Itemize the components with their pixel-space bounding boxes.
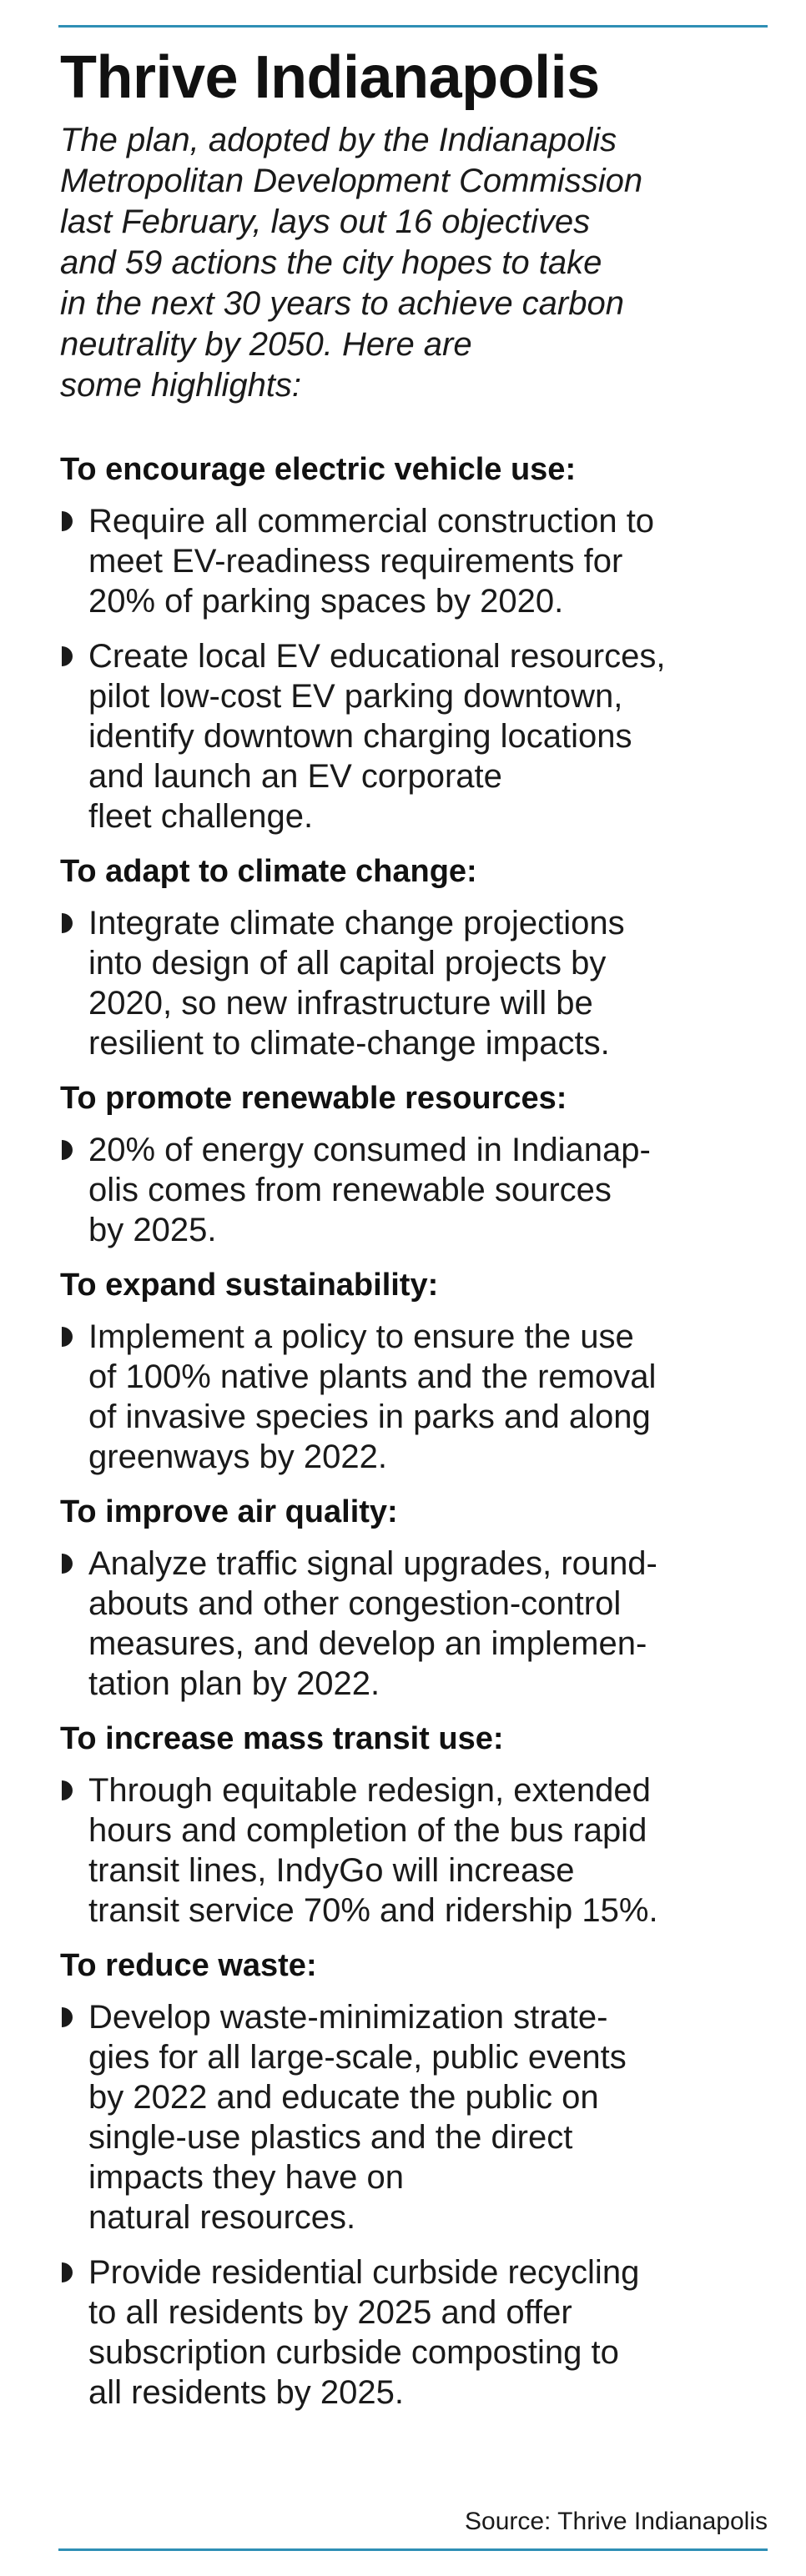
top-rule (58, 25, 768, 28)
half-circle-bullet-icon (60, 903, 90, 943)
list-item (60, 501, 769, 621)
list-item (60, 1770, 769, 1931)
article-content (60, 42, 769, 2428)
half-circle-bullet-icon (60, 636, 90, 676)
section-heading: To encourage electric vehicle use: (60, 452, 577, 487)
list-item (60, 1317, 769, 1477)
half-circle-bullet-icon (60, 1770, 90, 1810)
list-item (60, 1544, 769, 1704)
bottom-rule (58, 2548, 768, 2551)
list-item (60, 903, 769, 1063)
section (60, 851, 769, 1063)
half-circle-bullet-icon (60, 1544, 90, 1584)
section (60, 1719, 769, 1931)
half-circle-bullet-icon (60, 1317, 90, 1357)
section (60, 1265, 769, 1477)
list-item-text: Create local EV educational resources, pilot low-cost EV parking downtown, identify downtown charging locations and launch an EV corporate fleet challenge. (88, 638, 666, 835)
section-heading: To adapt to climate change: (60, 854, 477, 889)
list-item (60, 636, 769, 836)
list-item (60, 1130, 769, 1250)
list-item (60, 1997, 769, 2237)
list-item-text: Provide residential curbside recycling to all residents by 2025 and offer subscription curbside composting to all residents by 2025. (88, 2254, 640, 2411)
intro-paragraph: The plan, adopted by the Indianapolis Metropolitan Development Commission last February, lays out 16 objectives and 59 actions the city hopes to take in the next 30 years to achieve carbon neutrality by 2050. Here are some highlights: (60, 122, 643, 404)
half-circle-bullet-icon (60, 1997, 90, 2037)
section (60, 1492, 769, 1704)
list-item-text: Develop waste-minimization strate- gies for all large-scale, public events by 2022 and educate the public on single-use plastics and the direct impacts they have on natural resources. (88, 1999, 627, 2236)
list-item-text: Through equitable redesign, extended hours and completion of the bus rapid transit lines, IndyGo will increase transit service 70% and ridership 15%. (88, 1772, 658, 1929)
section (60, 449, 769, 836)
sections-list (60, 449, 769, 2413)
section-heading: To increase mass transit use: (60, 1721, 504, 1756)
list-item (60, 2252, 769, 2413)
section-heading: To reduce waste: (60, 1948, 317, 1983)
half-circle-bullet-icon (60, 501, 90, 541)
section-heading: To expand sustainability: (60, 1268, 439, 1303)
source-credit: Source: Thrive Indianapolis (465, 2508, 768, 2535)
section (60, 1078, 769, 1250)
list-item-text: Integrate climate change projections into design of all capital projects by 2020, so new infrastructure will be resilient to climate-change impacts. (88, 905, 625, 1062)
section-heading: To promote renewable resources: (60, 1081, 567, 1116)
list-item-text: Implement a policy to ensure the use of 100% native plants and the removal of invasive species in parks and along greenways by 2022. (88, 1318, 657, 1475)
half-circle-bullet-icon (60, 1130, 90, 1170)
list-item-text: Require all commercial construction to meet EV-readiness requirements for 20% of parking spaces by 2020. (88, 503, 655, 620)
section (60, 1946, 769, 2413)
half-circle-bullet-icon (60, 2252, 90, 2292)
list-item-text: 20% of energy consumed in Indianap- olis comes from renewable sources by 2025. (88, 1132, 651, 1248)
section-heading: To improve air quality: (60, 1494, 398, 1529)
list-item-text: Analyze traffic signal upgrades, round- abouts and other congestion-control measures, and develop an implemen- tation plan by 2022. (88, 1545, 657, 1702)
page-title: Thrive Indianapolis (60, 44, 600, 111)
